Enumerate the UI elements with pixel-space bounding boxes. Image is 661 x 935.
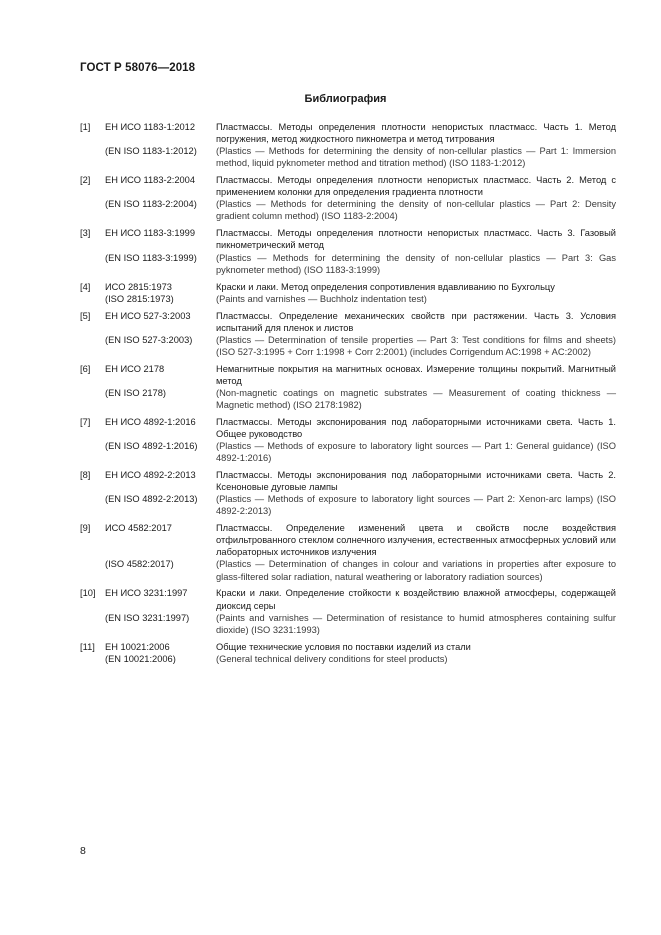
page-number: 8 (80, 845, 86, 857)
entry-reference: ЕН ИСО 4892-2:2013 (105, 470, 196, 481)
entry-number (80, 252, 105, 276)
document-header: ГОСТ Р 58076—2018 (80, 62, 196, 74)
entry-reference: ЕН ИСО 3231:1997 (105, 588, 188, 599)
bibliography-entry (80, 310, 616, 358)
entry-reference-en: (EN ISO 4892-1:2016) (105, 441, 198, 452)
entry-title: Общие технические условия по поставки изделий из стали (216, 641, 471, 652)
entry-title: Пластмассы. Методы определения плотности непористых пластмасс. Часть 3. Газовый пикнометрический метод (216, 228, 616, 251)
entry-number (80, 440, 105, 464)
entry-title-en: (Plastics — Methods for determining the density of non-cellular plastics — Part 3: Gas pyknometer method) (ISO 1183-3:1999) (216, 252, 616, 275)
entry-number (80, 334, 105, 358)
entry-reference-en: (EN 10021:2006) (105, 653, 176, 664)
entry-reference: ЕН ИСО 4892-1:2016 (105, 416, 196, 427)
entry-reference: ЕН ИСО 2178 (105, 363, 165, 374)
entry-title: Пластмассы. Определение изменений цвета и свойств после воздействия отфильтрованного стеклом солнечного излучения, естественных атмосферных условий или лабораторных источников излучения (216, 523, 616, 558)
bibliography-entry (80, 174, 616, 222)
entry-title-en: (Plastics — Determination of changes in colour and variations in properties after exposure to glass-filtered solar radiation, natural weathering or laboratory radiation sources) (216, 559, 616, 582)
entry-number (80, 198, 105, 222)
entry-reference-en: (EN ISO 3231:1997) (105, 612, 190, 623)
entry-reference: ЕН ИСО 527-3:2003 (105, 310, 191, 321)
entry-number: [8] (80, 470, 91, 481)
entry-title-en: (Plastics — Methods for determining the density of non-cellular plastics — Part 2: Density gradient column method) (ISO 1183-2:2004) (216, 199, 616, 222)
bibliography-entry (80, 363, 616, 411)
bibliography-entry (80, 227, 616, 275)
entry-reference-en: (EN ISO 1183-2:2004) (105, 199, 197, 210)
entry-number: [11] (80, 641, 95, 652)
entry-number: [7] (80, 416, 91, 427)
entry-reference: ИСО 4582:2017 (105, 523, 172, 534)
entry-title: Краски и лаки. Метод определения сопротивления вдавливанию по Бухгольцу (216, 281, 555, 292)
entry-number: [9] (80, 523, 91, 534)
entry-reference-en: (EN ISO 2178) (105, 387, 166, 398)
entry-title: Немагнитные покрытия на магнитных основах. Измерение толщины покрытий. Магнитный метод (216, 363, 616, 386)
entry-title-en: (Paints and varnishes — Buchholz indentation test) (216, 293, 427, 304)
entry-reference-en: (EN ISO 1183-3:1999) (105, 252, 197, 263)
entry-title: Пластмассы. Методы определения плотности непористых пластмасс. Часть 2. Метод с применением колонки для определения градиента плотности (216, 175, 616, 198)
entry-reference-en: (EN ISO 527-3:2003) (105, 334, 193, 345)
entry-title-en: (Plastics — Methods for determining the density of non-cellular plastics — Part 1: Immersion method, liquid pyknometer method and titration method) (ISO 1183-1:2012) (216, 146, 616, 169)
entry-reference-en: (ISO 2815:1973) (105, 293, 174, 304)
entry-number: [4] (80, 281, 91, 292)
bibliography-entry (80, 641, 616, 665)
entry-title-en: (Plastics — Methods of exposure to laboratory light sources — Part 2: Xenon-arc lamps) (ISO 4892-2:2013) (216, 494, 616, 517)
entry-title-en: (Plastics — Determination of tensile properties — Part 3: Test conditions for films and sheets) (ISO 527-3:1995 + Corr 1:1998 + Corr 2:2001) (includes Corrigendum AC:1998 + AC:2002) (216, 334, 616, 357)
bibliography-list (80, 121, 616, 670)
entry-reference-en: (EN ISO 1183-1:2012) (105, 146, 197, 157)
entry-number (80, 145, 105, 169)
entry-title-en: (Plastics — Methods of exposure to laboratory light sources — Part 1: General guidance) (ISO 4892-1:2016) (216, 441, 616, 464)
entry-number (80, 493, 105, 517)
entry-number (80, 612, 105, 636)
entry-number (80, 558, 105, 582)
entry-title-en: (General technical delivery conditions for steel products) (216, 653, 448, 664)
entry-number: [2] (80, 175, 91, 186)
entry-number (80, 653, 105, 665)
entry-number: [5] (80, 310, 91, 321)
bibliography-entry (80, 281, 616, 305)
bibliography-entry (80, 587, 616, 635)
entry-title: Пластмассы. Определение механических свойств при растяжении. Часть 3. Условия испытаний для пленок и листов (216, 310, 616, 333)
entry-title-en: (Paints and varnishes — Determination of resistance to humid atmospheres containing sulfur dioxide) (ISO 3231:1993) (216, 612, 616, 635)
entry-reference: ЕН ИСО 1183-3:1999 (105, 228, 196, 239)
entry-reference: ЕН ИСО 1183-1:2012 (105, 122, 196, 132)
bibliography-entry (80, 469, 616, 517)
entry-title: Краски и лаки. Определение стойкости к воздействию влажной атмосферы, содержащей диоксид серы (216, 588, 616, 611)
entry-number (80, 293, 105, 305)
entry-reference: ЕН ИСО 1183-2:2004 (105, 175, 196, 186)
entry-reference: ЕН 10021:2006 (105, 641, 170, 652)
bibliography-entry (80, 522, 616, 582)
entry-number: [6] (80, 363, 91, 374)
entry-number (80, 387, 105, 411)
entry-title: Пластмассы. Методы экспонирования под лабораторными источниками света. Часть 2. Ксеноновые дуговые лампы (216, 470, 616, 493)
entry-reference-en: (ISO 4582:2017) (105, 559, 174, 570)
entry-number: [1] (80, 122, 91, 132)
bibliography-title: Библиография (304, 93, 387, 105)
entry-number: [3] (80, 228, 91, 239)
entry-title-en: (Non-magnetic coatings on magnetic substrates — Measurement of coating thickness — Magnetic method) (ISO 2178:1982) (216, 387, 616, 410)
entry-title: Пластмассы. Методы определения плотности непористых пластмасс. Часть 1. Метод погружения, метод жидкостного пикнометра и метод титрования (216, 122, 616, 145)
entry-title: Пластмассы. Методы экспонирования под лабораторными источниками света. Часть 1. Общее руководство (216, 416, 616, 439)
entry-reference: ИСО 2815:1973 (105, 281, 172, 292)
bibliography-entry (80, 416, 616, 464)
bibliography-entry (80, 121, 616, 169)
entry-number: [10] (80, 588, 96, 599)
entry-reference-en: (EN ISO 4892-2:2013) (105, 494, 198, 505)
